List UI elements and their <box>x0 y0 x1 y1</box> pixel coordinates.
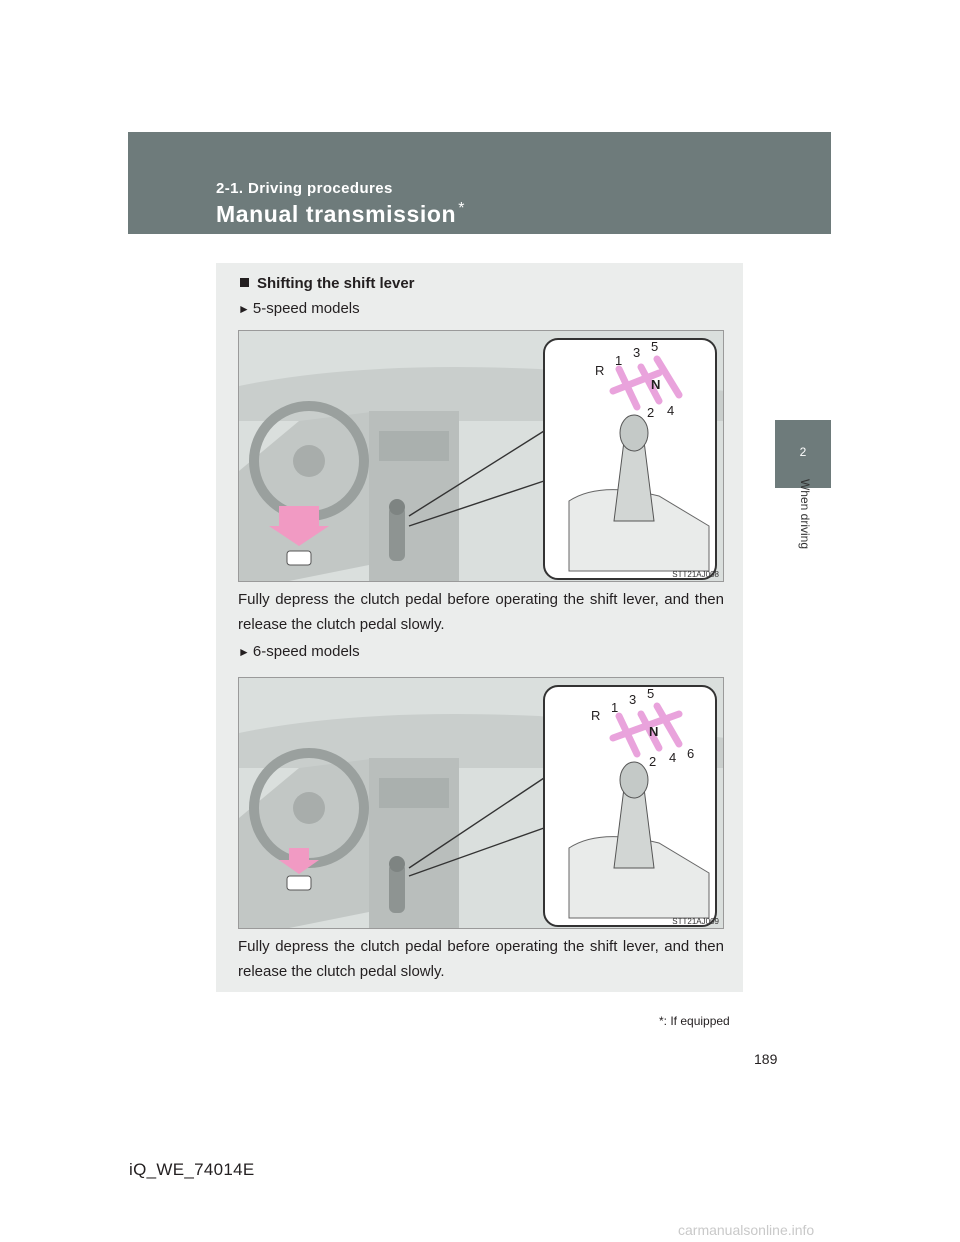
page-title-text: Manual transmission <box>216 201 457 227</box>
figure-code: STT21AJ009 <box>672 917 719 926</box>
triangle-bullet-icon: ► <box>238 302 250 316</box>
illustration-5-speed <box>239 331 724 582</box>
gear-label-2: 2 <box>649 754 657 769</box>
gear-label-r: R <box>591 708 601 723</box>
figure-6-speed <box>238 677 724 929</box>
gear-label-2: 2 <box>647 405 655 420</box>
content-heading <box>240 275 415 292</box>
chapter-tab-label: When driving <box>798 478 812 550</box>
gear-label-n: N <box>649 724 659 739</box>
subheading-6-speed-text: 6-speed models <box>252 643 360 660</box>
footnote-text: : If equipped <box>663 1014 730 1028</box>
chapter-tab[interactable]: 2 <box>775 420 831 488</box>
illustration-6-speed <box>239 678 724 929</box>
gear-label-4: 4 <box>669 750 677 765</box>
figure-code: STT21AJ008 <box>672 570 719 579</box>
document-code: iQ_WE_74014E <box>129 1160 255 1179</box>
gear-label-3: 3 <box>633 345 641 360</box>
triangle-bullet-icon: ► <box>238 645 250 659</box>
clutch-arrow-icon <box>289 848 309 860</box>
gear-label-6: 6 <box>687 746 695 761</box>
section-title: 2-1. Driving procedures <box>216 180 393 197</box>
subheading-5-speed <box>238 300 360 317</box>
gear-label-1: 1 <box>615 353 623 368</box>
clutch-arrow-icon <box>279 506 319 526</box>
instruction-text-6-speed: Fully depress the clutch pedal before operating the shift lever, and then release the clutch pedal slowly. <box>238 938 724 980</box>
gear-label-5: 5 <box>651 339 659 354</box>
watermark: carmanualsonline.info <box>678 1222 815 1238</box>
gear-label-n: N <box>651 377 661 392</box>
gear-label-5: 5 <box>647 686 655 701</box>
page-title <box>216 200 465 228</box>
gear-label-r: R <box>595 363 605 378</box>
square-bullet-icon <box>240 278 249 287</box>
subheading-6-speed <box>238 643 360 660</box>
gear-label-4: 4 <box>667 403 675 418</box>
subheading-5-speed-text: 5-speed models <box>252 300 360 317</box>
gear-label-1: 1 <box>611 700 619 715</box>
instruction-text-5-speed: Fully depress the clutch pedal before operating the shift lever, and then release the clutch pedal slowly. <box>238 591 724 633</box>
figure-5-speed <box>238 330 724 582</box>
footnote <box>659 1014 730 1028</box>
page-number: 189 <box>754 1051 778 1067</box>
gear-label-3: 3 <box>629 692 637 707</box>
footnote-mark: * <box>659 1014 664 1028</box>
content-heading-text: Shifting the shift lever <box>257 275 415 292</box>
equipped-mark: * <box>458 200 466 217</box>
